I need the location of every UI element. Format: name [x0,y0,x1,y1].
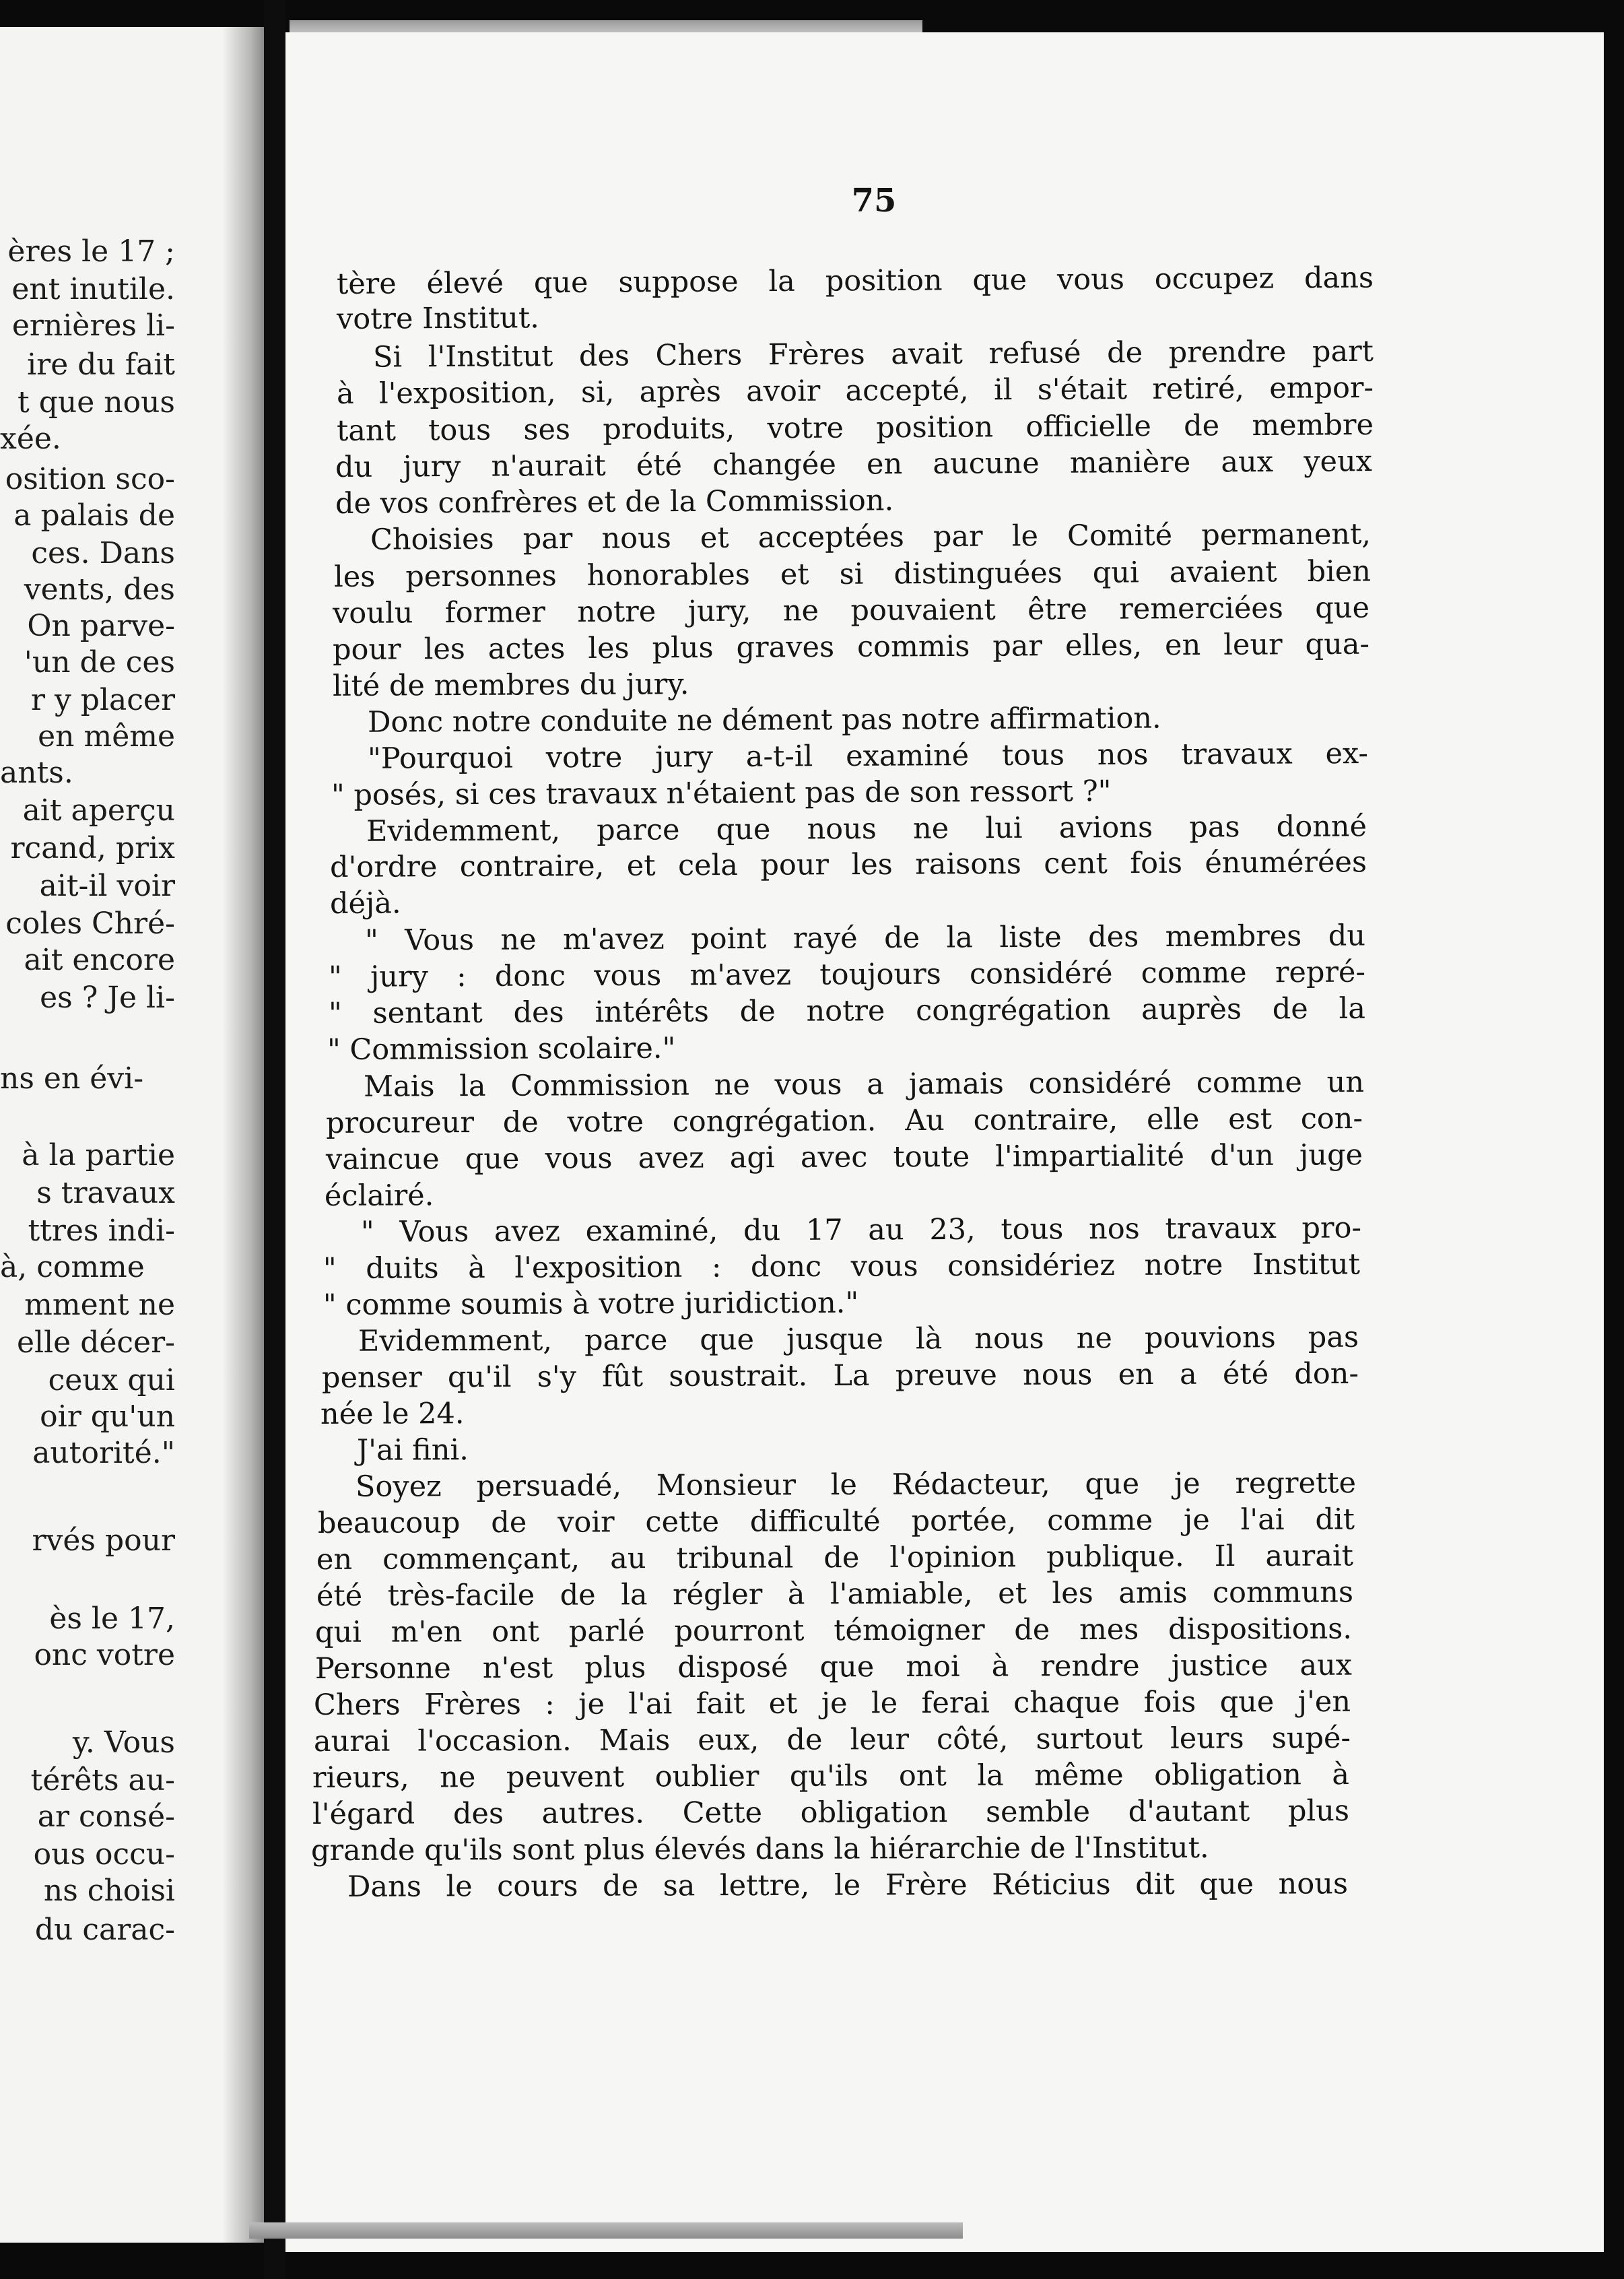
text-line: l'égard des autres. Cette obligation semble d'autant plus [312,1794,1350,1831]
text-line: grande qu'ils sont plus élevés dans la hiérarchie de l'Institut. [310,1830,1209,1868]
text-line: aurai l'occasion. Mais eux, de leur côté, surtout leurs supé- [313,1721,1351,1758]
text-line: " jury : donc vous m'avez toujours considéré comme repré- [328,955,1366,994]
left-page-text-fragment: y. Vous [72,1725,175,1760]
left-page-text-fragment: ait aperçu [22,793,175,828]
text-line: à l'exposition, si, après avoir accepté, il s'était retiré, empor- [336,370,1374,411]
left-page-text-fragment: elle décer- [17,1325,175,1360]
page-number: 75 [851,182,897,220]
left-page-text-fragment: es ? Je li- [40,981,175,1015]
left-page-text-fragment: ns choisi [43,1874,175,1908]
text-line: Choisies par nous et acceptées par le Comité permanent, [370,517,1372,557]
text-line: tère élevé que suppose la position que vous occupez dans [336,261,1374,301]
text-line: en commençant, au tribunal de l'opinion publique. Il aurait [316,1539,1354,1577]
left-page-text-fragment: ttres indi- [28,1214,175,1248]
text-line: de vos confrères et de la Commission. [335,484,894,521]
text-line: Dans le cours de sa lettre, le Frère Réticius dit que nous [347,1867,1349,1904]
left-page-text-fragment: ès le 17, [49,1601,175,1636]
text-line: beaucoup de voir cette difficulté portée, comme je l'ai dit [317,1502,1355,1540]
text-line: Mais la Commission ne vous a jamais considéré comme un [363,1065,1365,1104]
left-page-text-fragment: du carac- [34,1913,175,1947]
text-line: Evidemment, parce que nous ne lui avions pas donné [366,810,1367,849]
text-line: procureur de votre congrégation. Au contraire, elle est con- [325,1102,1363,1140]
text-line: " duits à l'exposition : donc vous considériez notre Institut [323,1247,1361,1286]
left-page-text-fragment: ceux qui [48,1363,175,1397]
left-page-text-fragment: t que nous [18,385,175,420]
left-page-text-fragment: ernières li- [11,308,175,343]
text-line: Soyez persuadé, Monsieur le Rédacteur, que je regrette [355,1466,1357,1504]
left-page-text-fragment: autorité." [32,1436,175,1470]
text-line: penser qu'il s'y fût soustrait. La preuve nous en a été don- [321,1356,1359,1395]
text-line: " Vous ne m'avez point rayé de la liste des membres du [364,919,1366,958]
text-line: née le 24. [320,1397,465,1431]
text-line: " comme soumis à votre juridiction." [323,1286,859,1322]
text-line: pour les actes les plus graves commis par elles, en leur qua- [332,627,1370,667]
left-page-text-fragment: r y placer [30,683,175,717]
text-line: votre Institut. [336,301,539,336]
left-page-text-fragment: ait encore [24,943,175,977]
text-line: Evidemment, parce que jusque là nous ne pouvions pas [358,1320,1359,1358]
left-page-text-fragment: à la partie [22,1138,175,1172]
text-line: lité de membres du jury. [332,667,689,703]
text-line: "Pourquoi votre jury a-t-il examiné tous nos travaux ex- [367,736,1369,776]
left-page-text-fragment: ent inutile. [11,272,175,306]
text-line: Chers Frères : je l'ai fait et je le ferai chaque fois que j'en [313,1684,1351,1722]
left-page-text-fragment: s travaux [36,1176,175,1210]
left-page-text-fragment: vents, des [24,572,175,607]
text-line: été très-facile de la régler à l'amiable, et les amis communs [316,1575,1354,1613]
left-page-text-fragment: coles Chré- [5,906,175,941]
text-line: déjà. [329,886,401,921]
text-line: du jury n'aurait été changée en aucune manière aux yeux [335,444,1373,484]
text-line: J'ai fini. [356,1433,469,1467]
text-line: Donc notre conduite ne dément pas notre affirmation. [367,701,1161,739]
left-page-text-fragment: rvés pour [32,1523,175,1558]
text-line: " Vous avez examiné, du 17 au 23, tous nos travaux pro- [360,1211,1362,1249]
left-page-text-fragment: ces. Dans [31,536,175,570]
text-line: " sentant des intérêts de notre congrégation auprès de la [328,991,1366,1030]
text-line: d'ordre contraire, et cela pour les raisons cent fois énumérées [329,845,1367,884]
left-page-text-fragment: ait-il voir [39,869,175,903]
left-page-text-fragment: oir qu'un [40,1399,175,1434]
left-page-text-fragment: onc votre [34,1638,175,1672]
left-page-text-fragment: 'un de ces [24,645,175,680]
text-line: tant tous ses produits, votre position officielle de membre [336,408,1374,448]
text-line: les personnes honorables et si distinguées qui avaient bien [333,554,1372,594]
left-page-text-fragment: ar consé- [37,1799,175,1834]
left-page-text-fragment: osition sco- [5,462,175,496]
left-page-text-fragment: ire du fait [27,348,175,382]
text-line: Si l'Institut des Chers Frères avait refusé de prendre part [372,334,1374,374]
left-page-text-fragment: xée. [0,422,61,456]
text-line: voulu former notre jury, ne pouvaient être remerciées que [332,591,1370,630]
left-page-text-fragment: On parve- [27,609,175,643]
text-line: " Commission scolaire." [327,1031,676,1067]
right-page [285,32,1604,2252]
left-page-text-fragment: a palais de [13,498,175,533]
left-page-text-fragment: à, comme [0,1250,145,1284]
left-page-text-fragment: ères le 17 ; [7,234,175,269]
bottom-edge-strip [249,2222,963,2239]
text-line: rieurs, ne peuvent oublier qu'ils ont la même obligation à [312,1758,1350,1795]
text-line: vaincue que vous avez agi avec toute l'impartialité d'un juge [325,1138,1363,1177]
left-page-text-fragment: mment ne [24,1288,175,1322]
left-page-text-fragment: en même [38,719,175,754]
left-page-text-fragment: ous occu- [33,1837,175,1872]
book-gutter [264,0,285,2279]
left-page-text-fragment: ants. [0,756,73,790]
text-line: qui m'en ont parlé pourront témoigner de mes dispositions. [314,1612,1353,1649]
left-page-text-fragment: rcand, prix [10,831,175,865]
text-line: éclairé. [324,1179,434,1213]
left-page-text-fragment: térêts au- [30,1763,175,1797]
left-page-text-fragment: ns en évi- [0,1061,144,1096]
text-line: " posés, si ces travaux n'étaient pas de son ressort ?" [331,774,1112,812]
text-line: Personne n'est plus disposé que moi à rendre justice aux [314,1648,1353,1686]
left-page-shadow [222,27,269,2243]
